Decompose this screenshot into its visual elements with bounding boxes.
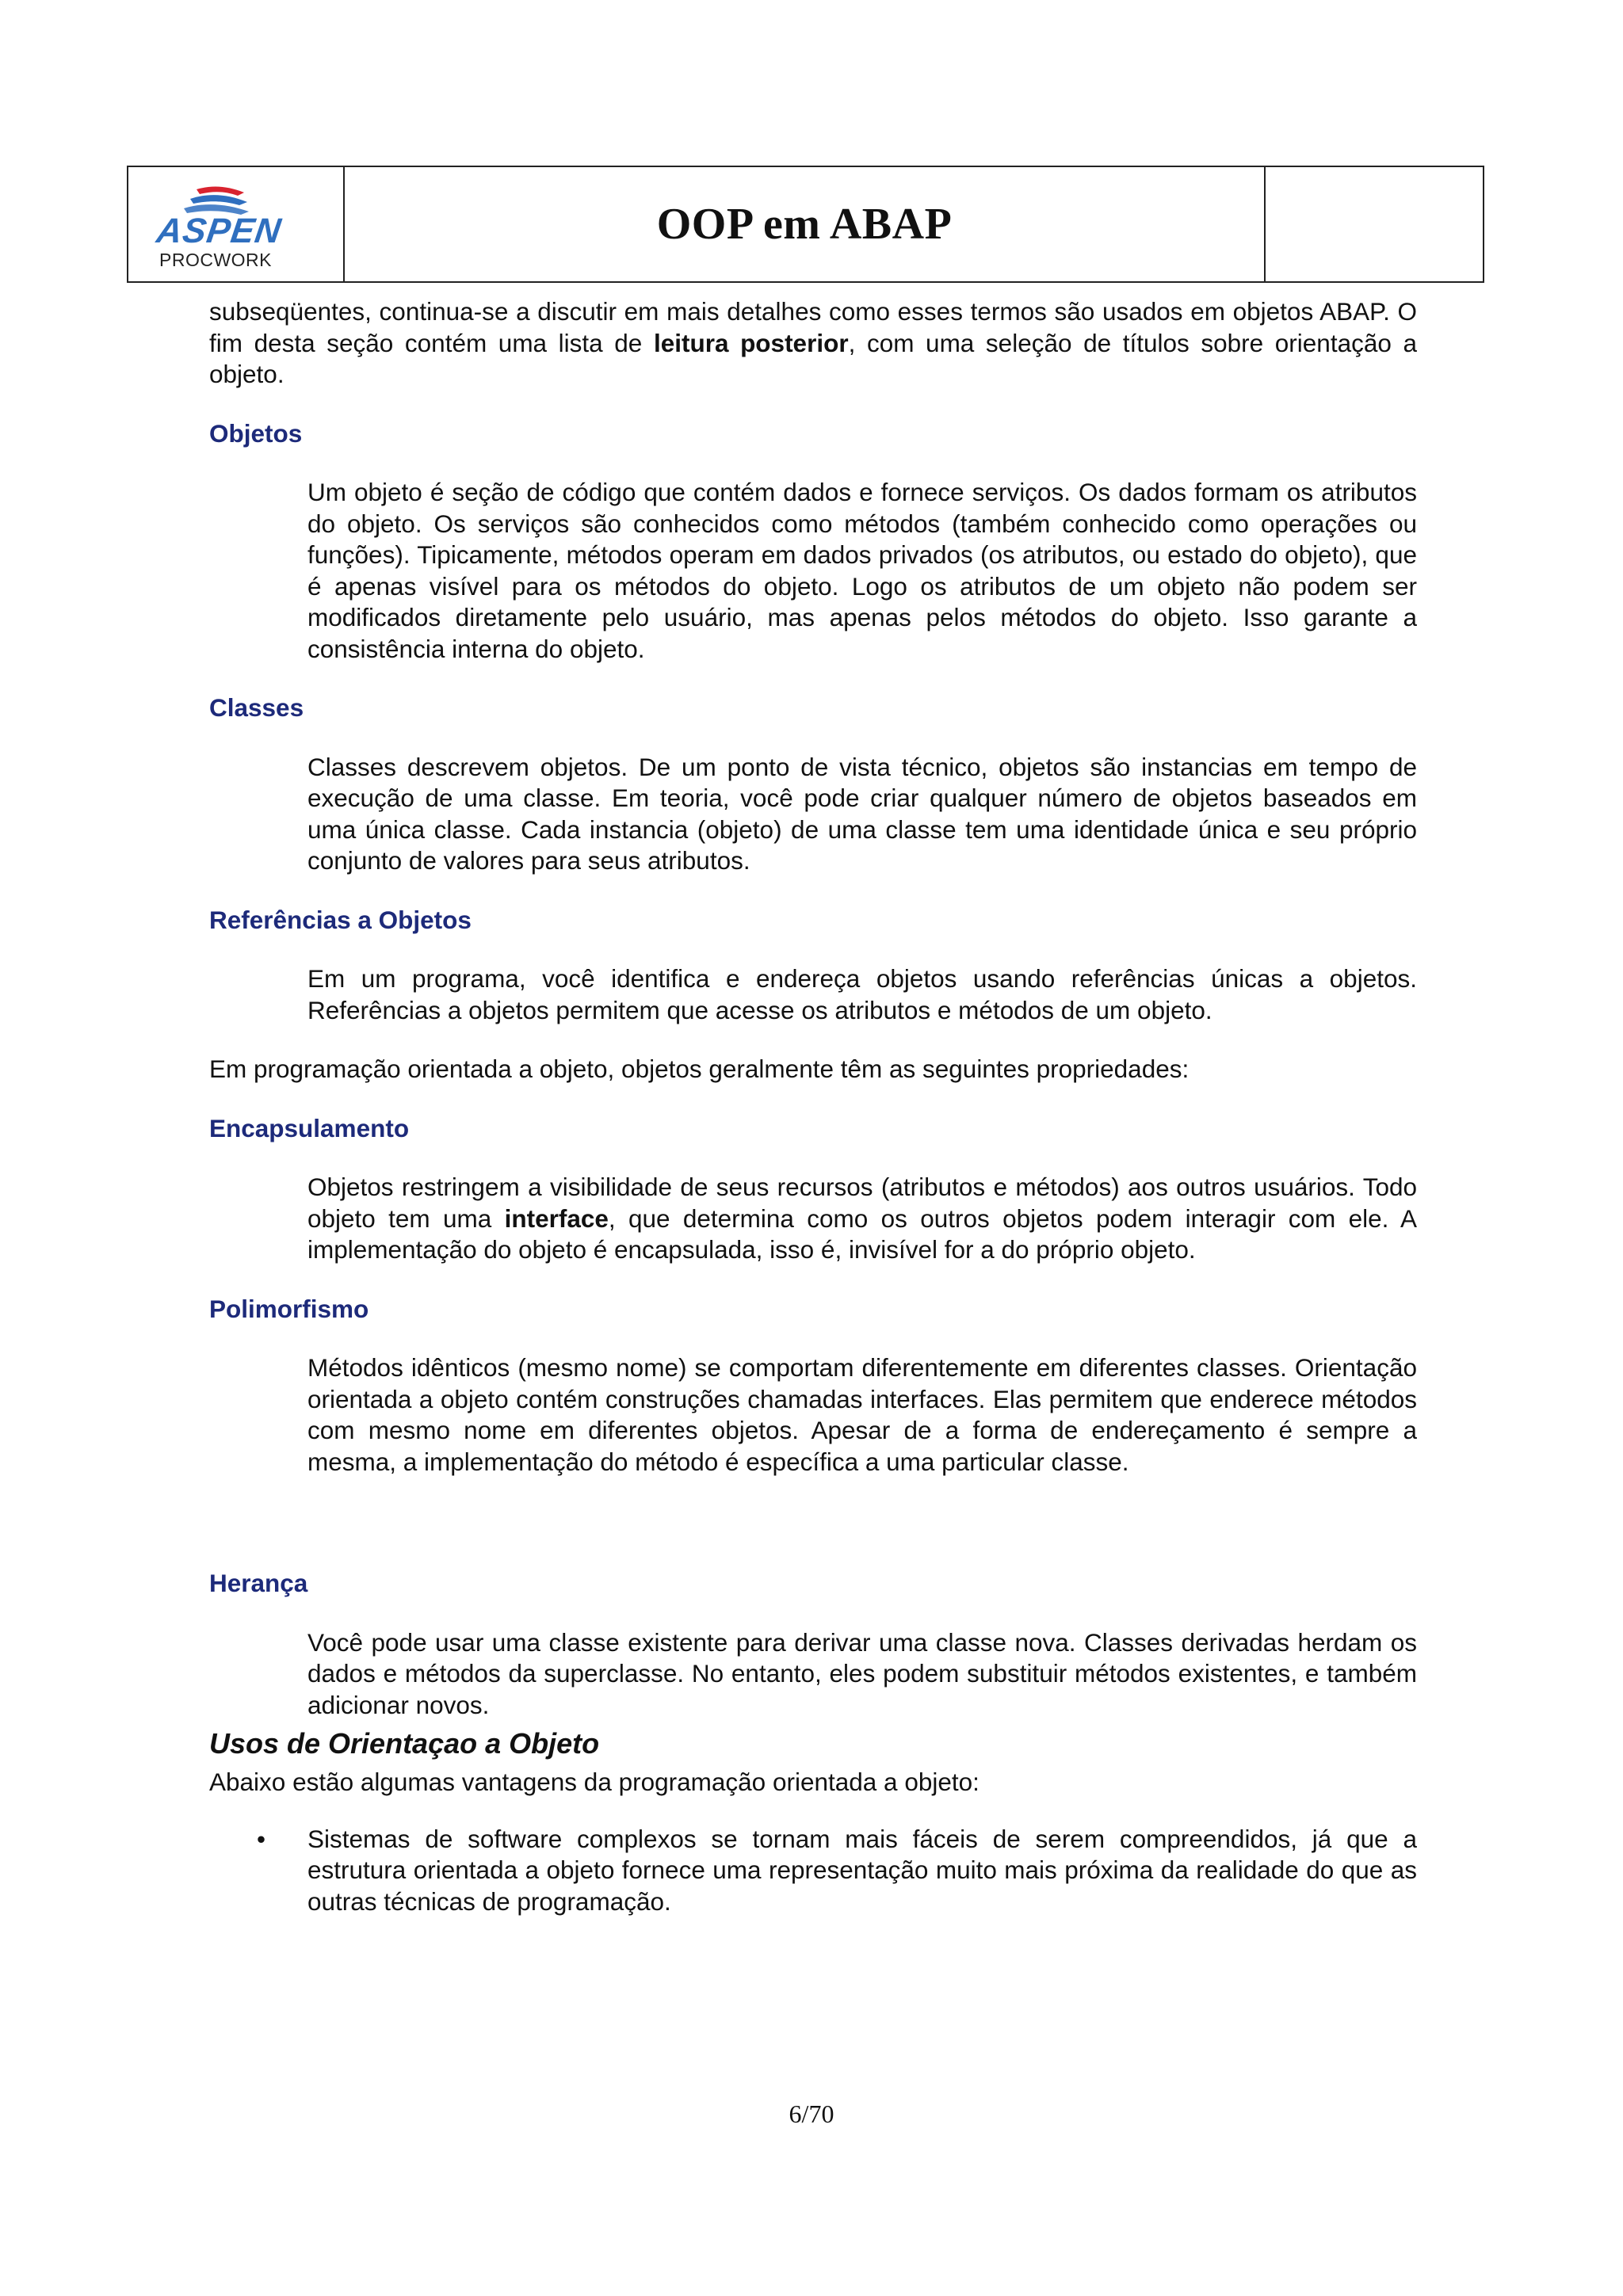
heading-classes: Classes (209, 693, 304, 722)
paragraph-referencias: Em um programa, você identifica e endereça objetos usando referências únicas a objetos. Referências a objetos permitem que acesse os atributos e métodos de um objeto. (307, 964, 1417, 1024)
paragraph-propriedades: Em programação orientada a objeto, objetos geralmente têm as seguintes propriedades: (209, 1055, 1190, 1083)
document-body (209, 296, 1417, 1917)
heading-heranca: Herança (209, 1569, 308, 1597)
heading-encapsulamento: Encapsulamento (209, 1113, 410, 1142)
logo-cell (128, 167, 345, 281)
bold-term-interface: interface (504, 1203, 609, 1233)
heading-objetos: Objetos (209, 418, 303, 448)
paragraph-polimorfismo: Métodos idênticos (mesmo nome) se comportam diferentemente em diferentes classes. Orientação orientada a objeto contém construções chamadas interfaces. Elas permitem que enderece métodos com mesmo nome em diferentes objetos. Apesar de a forma de endereçamento é sempre a mesma, a implementação do método é específica a uma particular classe. (307, 1353, 1417, 1476)
list-item (209, 1824, 1417, 1918)
document-header (127, 166, 1484, 283)
title-cell (345, 167, 1266, 281)
document-title: OOP em ABAP (656, 200, 953, 249)
logo-brand: ASPEN (154, 212, 285, 250)
section-heading-usos: Usos de Orientaçao a Objeto (209, 1727, 600, 1760)
intro-paragraph: subseqüentes, continua-se a discutir em mais detalhes como esses termos são usados em objetos ABAP. O fim desta seção contém uma lista de leitura posterior, com uma seleção de títulos sobre orientação a objeto. (209, 297, 1417, 388)
paragraph-encapsulamento: Objetos restringem a visibilidade de seus recursos (atributos e métodos) aos outros usuários. Todo objeto tem uma interface, que determina como os outros objetos podem interagir com ele. A implementação do objeto é encapsulada, isso é, invisível for a do próprio objeto. (307, 1173, 1417, 1264)
blank-header-cell (1266, 167, 1483, 281)
paragraph-objetos: Um objeto é seção de código que contém dados e fornece serviços. Os dados formam os atributos do objeto. Os serviços são conhecidos como métodos (também conhecido como operações ou funções). Tipicamente, métodos operam em dados privados (os atributos, ou estado do objeto), que é apenas visível para os métodos do objeto. Logo os atributos de um objeto não podem ser modificados diretamente pelo usuário, mas apenas pelos métodos do objeto. Isso garante a consistência interna do objeto. (307, 478, 1417, 663)
heading-referencias: Referências a Objetos (209, 905, 472, 934)
bullet-icon: • (257, 1824, 266, 1853)
page-number: 6/70 (789, 2100, 834, 2128)
logo-subtitle: PROCWORK (159, 250, 272, 270)
bullet-text: Sistemas de software complexos se tornam mais fáceis de serem compreendidos, já que a estrutura orientada a objeto fornece uma representação muito mais próxima da realidade do que as outras técnicas de programação. (307, 1824, 1417, 1916)
paragraph-usos-intro: Abaixo estão algumas vantagens da programação orientada a objeto: (209, 1768, 980, 1796)
bold-term-leitura-posterior: leitura posterior (653, 328, 849, 357)
paragraph-heranca: Você pode usar uma classe existente para derivar uma classe nova. Classes derivadas herdam os dados e métodos da superclasse. No entanto, eles podem substituir métodos existentes, e também adicionar novos. (307, 1627, 1417, 1719)
paragraph-classes: Classes descrevem objetos. De um ponto de vista técnico, objetos são instancias em tempo de execução de uma classe. Em teoria, você pode criar qualquer número de objetos baseados em uma única classe. Cada instancia (objeto) de uma classe tem uma identidade única e seu próprio conjunto de valores para seus atributos. (307, 752, 1417, 875)
heading-polimorfismo: Polimorfismo (209, 1294, 369, 1323)
